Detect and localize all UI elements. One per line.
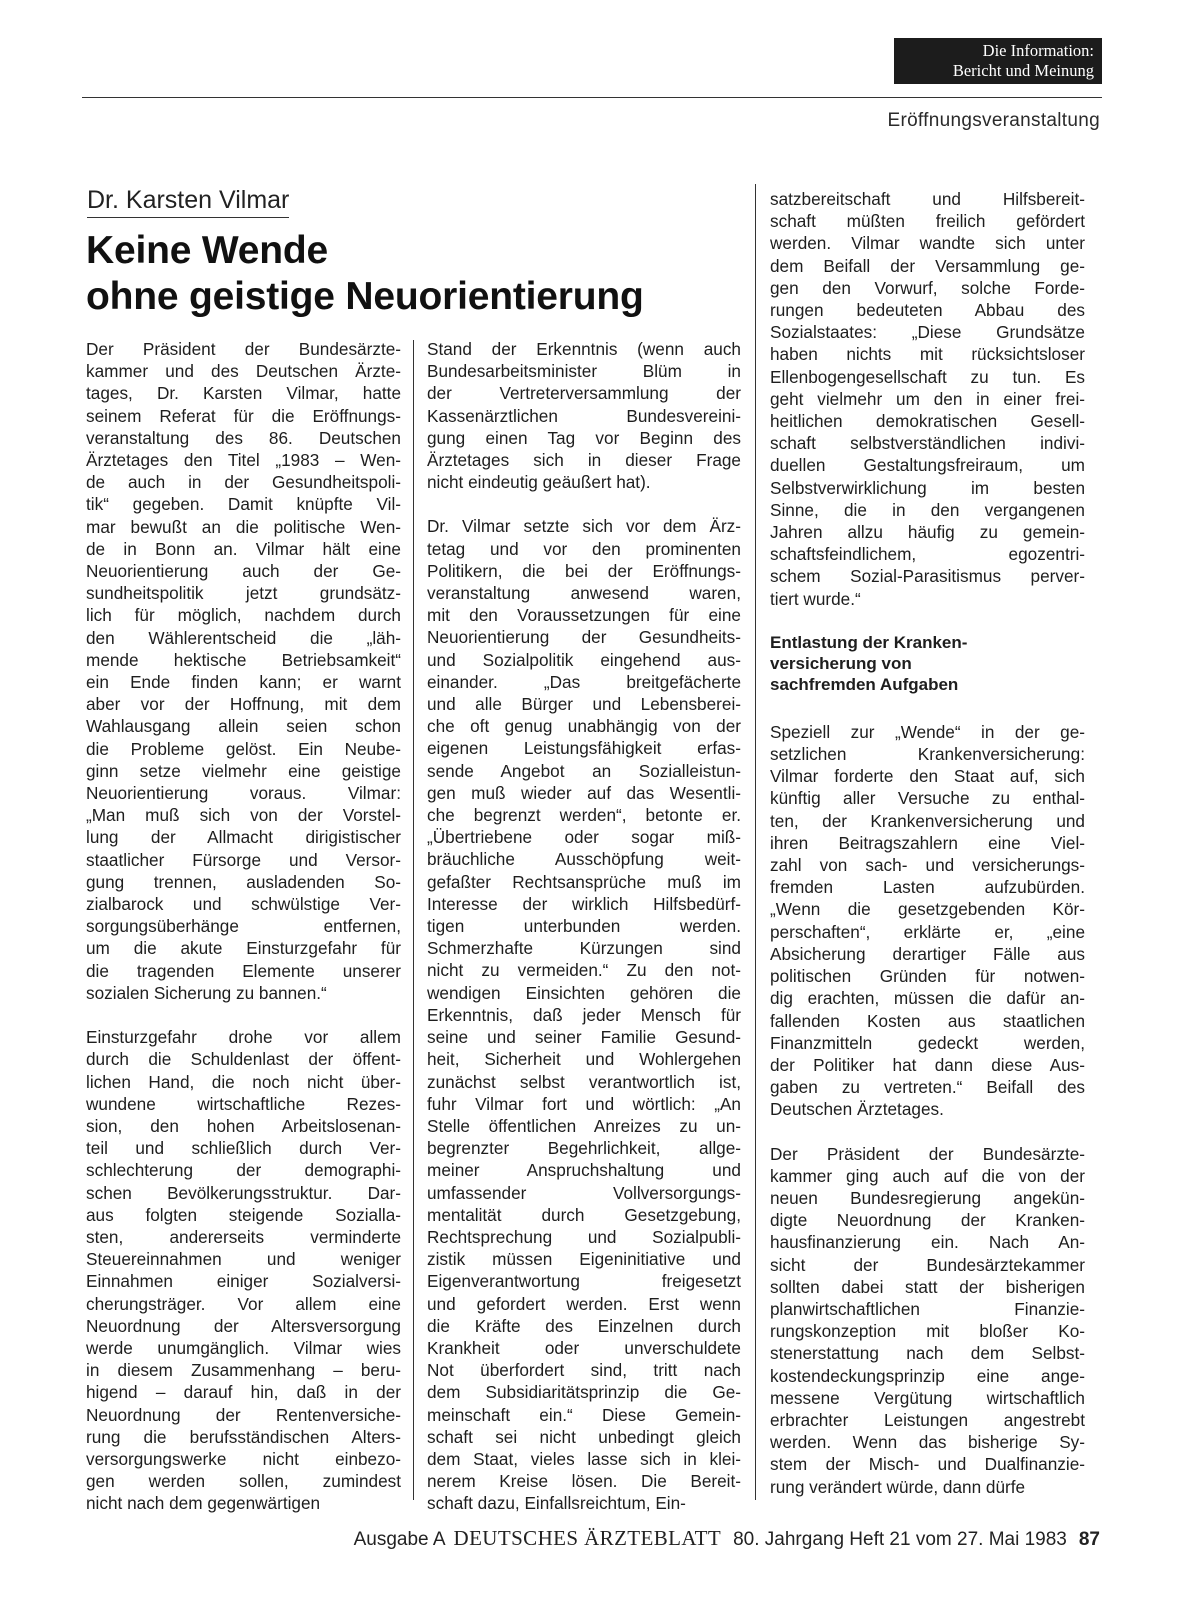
text-line: dem Staat, vieles lasse sich in klei- — [427, 1448, 741, 1469]
text-line: die tragenden Elemente unserer — [86, 960, 401, 981]
page-footer — [0, 1526, 1100, 1551]
text-line: der Politiker hat dann diese Aus- — [770, 1054, 1085, 1075]
text-line: Neuorientierung auch der Ge- — [86, 561, 401, 582]
text-line: Ärztetages den Titel „1983 – Wen- — [86, 450, 401, 471]
text-line: Finanzmitteln gedeckt werden, — [770, 1032, 1085, 1053]
text-line: mit den Voraussetzungen für eine — [427, 605, 741, 626]
text-line: gung einen Tag vor Beginn des — [427, 427, 741, 448]
text-line: versicherung von — [770, 653, 912, 673]
text-line: umfassender Vollversorgungs- — [427, 1182, 741, 1203]
text-line: Interesse der wirklich Hilfsbedürf- — [427, 893, 741, 914]
text-line: zunächst selbst verantwortlich ist, — [427, 1071, 741, 1092]
text-line: Politikern, die bei der Eröffnungs- — [427, 560, 741, 581]
text-line: um die akute Einsturzgefahr für — [86, 938, 401, 959]
text-line: Erkenntnis, daß jeder Mensch für — [427, 1004, 741, 1025]
text-line: den Wählerentscheid die „läh- — [86, 627, 401, 648]
text-line: messene Vergütung wirtschaftlich — [770, 1387, 1085, 1408]
text-line: gaben zu vertreten.“ Beifall des — [770, 1077, 1085, 1098]
text-line: seine und seiner Familie Gesund- — [427, 1027, 741, 1048]
text-line: kostendeckungsprinzip eine ange- — [770, 1365, 1085, 1386]
text-line: Dr. Vilmar setzte sich vor dem Ärz- — [427, 516, 741, 537]
text-line: Der Präsident der Bundesärzte- — [86, 339, 401, 359]
text-line: sozialen Sicherung zu bannen.“ — [86, 982, 327, 1003]
text-column-3 — [770, 188, 1085, 1520]
text-line: eigenen Leistungsfähigkeit erfas- — [427, 738, 741, 759]
text-line: rung verändert würde, dann dürfe — [770, 1476, 1026, 1497]
paragraph — [86, 1026, 401, 1514]
text-line: gen werden sollen, zumindest — [86, 1471, 401, 1492]
text-line: bräuchliche Ausschöpfung weit- — [427, 849, 741, 870]
text-line: digte Neuordnung der Kranken- — [770, 1210, 1085, 1231]
text-line: tetag und vor den prominenten — [427, 538, 741, 559]
text-line: werden. Vilmar wandte sich unter — [770, 233, 1085, 254]
text-line: sundheitspolitik jetzt grundsätz- — [86, 583, 401, 604]
text-line: werden. Wenn das bisherige Sy- — [770, 1432, 1085, 1453]
text-line: Bundesarbeitsminister Blüm in — [427, 361, 741, 382]
text-line: Eigenverantwortung freigesetzt — [427, 1271, 741, 1292]
paragraph — [427, 515, 741, 1514]
text-line: ten, der Krankenversicherung und — [770, 810, 1085, 831]
text-line: schaft müßten freilich gefördert — [770, 211, 1085, 232]
text-line: „Wenn die gesetzgebenden Kör- — [770, 899, 1085, 920]
text-line: rungen bedeuteten Abbau des — [770, 300, 1085, 321]
text-line: Neuorientierung der Gesundheits- — [427, 627, 741, 648]
text-line: schaftsfeindlichem, egozentri- — [770, 544, 1085, 565]
text-line: schen Bevölkerungsstruktur. Dar- — [86, 1182, 401, 1203]
paragraph — [86, 338, 401, 1004]
text-line: sollten dabei statt der bisherigen — [770, 1276, 1085, 1297]
text-line: gen den Vorwurf, solche Forde- — [770, 277, 1085, 298]
text-line: Neuordnung der Rentenversiche- — [86, 1404, 401, 1425]
paragraph — [427, 338, 741, 493]
paragraph — [770, 721, 1085, 1121]
text-line: ginn setze vielmehr eine geistige — [86, 760, 401, 781]
text-line: dem Beifall der Versammlung ge- — [770, 255, 1085, 276]
text-line: teil und schließlich durch Ver- — [86, 1138, 401, 1159]
text-line: begrenzter Begehrlichkeit, allge- — [427, 1138, 741, 1159]
paragraph — [770, 1143, 1085, 1498]
text-line: dig erachten, müssen die dafür an- — [770, 988, 1085, 1009]
text-line: heit, Sicherheit und Wohlergehen — [427, 1049, 741, 1070]
text-line: und alle Bürger und Lebensberei- — [427, 694, 741, 715]
text-line: Ärztetages sich in dieser Frage — [427, 450, 741, 471]
text-line: die Probleme gelöst. Ein Neube- — [86, 738, 401, 759]
text-line: Sinne, die in den vergangenen — [770, 499, 1085, 520]
text-line: die Kräfte des Einzelnen durch — [427, 1315, 741, 1336]
text-line: schem Sozial-Parasitismus perver- — [770, 566, 1085, 587]
text-line: duellen Gestaltungsfreiraum, um — [770, 455, 1085, 476]
text-line: meiner Anspruchshaltung und — [427, 1160, 741, 1181]
text-column-1 — [86, 338, 401, 1537]
text-line: zialbarock und schwülstige Ver- — [86, 894, 401, 915]
text-line: veranstaltung des 86. Deutschen — [86, 427, 401, 448]
text-line: Steuereinnahmen und weniger — [86, 1249, 401, 1270]
text-line: durch die Schuldenlast der öffent- — [86, 1049, 401, 1070]
text-line: aus folgten steigende Soziallа- — [86, 1204, 401, 1225]
paragraph — [770, 188, 1085, 610]
text-line: Neuorientierung voraus. Vilmar: — [86, 783, 401, 804]
text-line: kammer und des Deutschen Ärzte- — [86, 361, 401, 382]
text-line: schaft sei nicht unbedingt gleich — [427, 1426, 741, 1447]
text-line: staatlicher Fürsorge und Versor- — [86, 849, 401, 870]
text-line: lich für möglich, nachdem durch — [86, 605, 401, 626]
article-headline — [86, 228, 644, 320]
text-line: nicht zu vermeiden.“ Zu den not- — [427, 960, 741, 981]
section-label-line1: Die Information: — [982, 41, 1094, 60]
text-line: Neuordnung der Altersversorgung — [86, 1315, 401, 1336]
section-kicker: Eröffnungsveranstaltung — [887, 110, 1100, 131]
text-line: meinschaft ein.“ Diese Gemein- — [427, 1404, 741, 1425]
column-rule-right — [755, 184, 756, 1500]
subheading — [770, 632, 1085, 695]
text-line: de in Bonn an. Vilmar hält eine — [86, 538, 401, 559]
text-line: lung der Allmacht dirigistischer — [86, 827, 401, 848]
text-line: und Sozialpolitik eingehend aus- — [427, 649, 741, 670]
text-line: Schmerzhafte Kürzungen sind — [427, 938, 741, 959]
text-line: satzbereitschaft und Hilfsbereit- — [770, 189, 1085, 209]
text-line: tik“ gegeben. Damit knüpfte Vil- — [86, 494, 401, 515]
text-line: gung trennen, ausladenden So- — [86, 871, 401, 892]
text-line: rungskonzeption mit bloßer Ko- — [770, 1321, 1085, 1342]
article-author: Dr. Karsten Vilmar — [87, 186, 289, 218]
text-line: zahl von sach- und versicherungs- — [770, 855, 1085, 876]
text-line: sten, andererseits verminderte — [86, 1226, 401, 1247]
text-line: wundene wirtschaftliche Rezes- — [86, 1093, 401, 1114]
text-line: Deutschen Ärztetages. — [770, 1099, 944, 1120]
footer-edition: Ausgabe A — [353, 1529, 446, 1550]
text-column-2 — [427, 338, 741, 1537]
text-line: rung die berufsständischen Alters- — [86, 1426, 401, 1447]
text-line: ihren Beitragszahlern eine Viel- — [770, 832, 1085, 853]
text-line: nicht nach dem gegenwärtigen — [86, 1493, 321, 1514]
text-line: werde unumgänglich. Vilmar wies — [86, 1337, 401, 1358]
text-line: haben nichts mit rücksichtsloser — [770, 344, 1085, 365]
text-line: Der Präsident der Bundesärzte- — [770, 1143, 1085, 1164]
text-line: lichen Hand, die noch nicht über- — [86, 1071, 401, 1092]
text-line: der Vertreterversammlung der — [427, 383, 741, 404]
text-line: erbrachter Leistungen angestrebt — [770, 1409, 1085, 1430]
footer-issue: 80. Jahrgang Heft 21 vom 27. Mai 1983 — [733, 1529, 1067, 1550]
text-line: Vilmar forderte den Staat auf, sich — [770, 766, 1085, 787]
text-line: Speziell zur „Wende“ in der ge- — [770, 721, 1085, 742]
text-line: Rechtsprechung und Sozialpubli- — [427, 1226, 741, 1247]
text-line: higend – darauf hin, daß in der — [86, 1382, 401, 1403]
footer-journal: DEUTSCHES ÄRZTEBLATT — [453, 1526, 722, 1550]
text-line: Selbstverwirklichung im besten — [770, 477, 1085, 498]
text-line: gefaßter Rechtsansprüche muß im — [427, 871, 741, 892]
text-line: Wahlausgang allein seien schon — [86, 716, 401, 737]
text-line: fuhr Vilmar fort und wörtlich: „An — [427, 1093, 741, 1114]
text-line: nicht eindeutig geäußert hat). — [427, 472, 651, 493]
text-line: tages, Dr. Karsten Vilmar, hatte — [86, 383, 401, 404]
text-line: versorgungswerke nicht einbezo- — [86, 1448, 401, 1469]
text-line: sicht der Bundesärztekammer — [770, 1254, 1085, 1275]
text-line: planwirtschaftlichen Finanzie- — [770, 1298, 1085, 1319]
text-line: Einsturzgefahr drohe vor allem — [86, 1027, 401, 1048]
text-line: dem Subsidiaritätsprinzip die Ge- — [427, 1382, 741, 1403]
text-line: heitlichen demokratischen Gesell- — [770, 411, 1085, 432]
text-line: „Übertriebene oder sogar miß- — [427, 827, 741, 848]
text-line: aber vor der Hoffnung, mit dem — [86, 694, 401, 715]
headline-line2: ohne geistige Neuorientierung — [86, 275, 644, 318]
text-line: cherungsträger. Vor allem eine — [86, 1293, 401, 1314]
section-label-line2: Bericht und Meinung — [952, 61, 1094, 80]
text-line: neuen Bundesregierung angekün- — [770, 1187, 1085, 1208]
text-line: tiert wurde.“ — [770, 588, 861, 609]
text-line: zistik müssen Eigeninitiative und — [427, 1249, 741, 1270]
text-line: schlechterung der demographi- — [86, 1160, 401, 1181]
text-line: gen muß wieder auf das Wesentli- — [427, 782, 741, 803]
text-line: Jahren allzu häufig zu gemein- — [770, 522, 1085, 543]
text-line: che oft genug unabhängig von der — [427, 716, 741, 737]
text-line: Absicherung derartiger Fälle aus — [770, 943, 1085, 964]
page-number: 87 — [1078, 1529, 1100, 1550]
text-line: mentalität durch Gesetzgebung, — [427, 1204, 741, 1225]
text-line: stenerstattung nach dem Selbst- — [770, 1343, 1085, 1364]
text-line: schaft dazu, Einfallsreichtum, Ein- — [427, 1493, 686, 1514]
text-line: che begrenzt werden“, betonte er. — [427, 805, 741, 826]
text-line: sion, den hohen Arbeitslosenan- — [86, 1115, 401, 1136]
text-line: Sozialstaates: „Diese Grundsätze — [770, 322, 1085, 343]
text-line: geht vielmehr um den in einer frei- — [770, 388, 1085, 409]
text-line: fremden Lasten aufzubürden. — [770, 877, 1085, 898]
text-line: in diesem Zusammenhang – beru- — [86, 1360, 401, 1381]
text-line: Entlastung der Kranken- — [770, 632, 968, 652]
text-line: setzlichen Krankenversicherung: — [770, 744, 1085, 765]
text-line: perschaften“, erklärte er, „eine — [770, 921, 1085, 942]
text-line: seinem Referat für die Eröffnungs- — [86, 405, 401, 426]
text-line: nerem Kreise lösen. Die Bereit- — [427, 1471, 741, 1492]
text-line: hausfinanzierung ein. Nach An- — [770, 1232, 1085, 1253]
text-line: tigen unterbunden werden. — [427, 916, 741, 937]
headline-line1: Keine Wende — [86, 229, 328, 272]
text-line: sende Angebot an Sozialleistun- — [427, 760, 741, 781]
text-line: einander. „Das breitgefächerte — [427, 671, 741, 692]
text-line: de auch in der Gesundheitspoli- — [86, 472, 401, 493]
text-line: kammer ging auch auf die von der — [770, 1165, 1085, 1186]
text-line: veranstaltung anwesend waren, — [427, 583, 741, 604]
text-line: Kassenärztlichen Bundesvereini- — [427, 405, 741, 426]
text-line: mar bewußt an die politische Wen- — [86, 516, 401, 537]
text-line: und gefordert werden. Erst wenn — [427, 1293, 741, 1314]
text-line: fallenden Kosten aus staatlichen — [770, 1010, 1085, 1031]
text-line: sachfremden Aufgaben — [770, 674, 959, 694]
text-line: politischen Gründen für notwen- — [770, 966, 1085, 987]
text-line: künftig aller Versuche zu enthal- — [770, 788, 1085, 809]
text-line: stem der Misch- und Dualfinanzie- — [770, 1454, 1085, 1475]
header-rule — [82, 97, 1102, 98]
text-line: Krankheit oder unverschuldete — [427, 1337, 741, 1358]
text-line: schaft selbstverständlichen indivi- — [770, 433, 1085, 454]
text-line: Not überfordert sind, tritt nach — [427, 1360, 741, 1381]
text-line: ein Ende finden kann; er warnt — [86, 672, 401, 693]
column-rule-left — [413, 340, 414, 1500]
text-line: Stand der Erkenntnis (wenn auch — [427, 339, 741, 359]
text-line: mende hektische Betriebsamkeit“ — [86, 649, 401, 670]
text-line: Stelle öffentlichen Anreizes zu un- — [427, 1115, 741, 1136]
section-label — [894, 38, 1102, 84]
text-line: sorgungsüberhänge entfernen, — [86, 916, 401, 937]
text-line: „Man muß sich von der Vorstel- — [86, 805, 401, 826]
text-line: Ellenbogengesellschaft zu tun. Es — [770, 366, 1085, 387]
text-line: Einnahmen einiger Sozialversi- — [86, 1271, 401, 1292]
text-line: wendigen Einsichten gehören die — [427, 982, 741, 1003]
